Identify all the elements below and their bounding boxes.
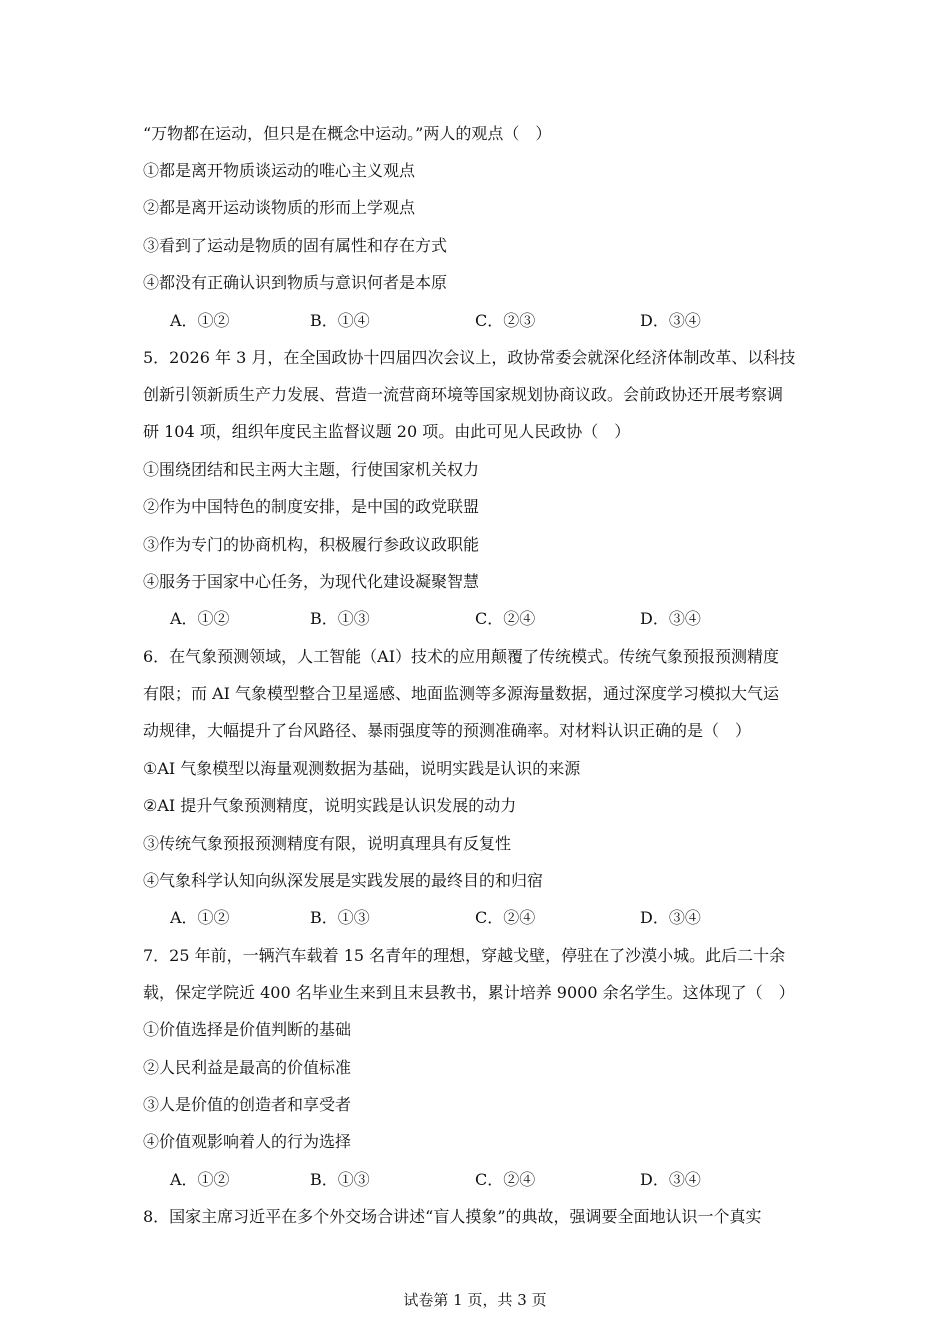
q5-stem-line-2: 创新引领新质生产力发展、营造一流营商环境等国家规划协商议政。会前政协还开展考察调 xyxy=(143,385,784,404)
q4-stem-tail: “万物都在运动，但只是在概念中运动。”两人的观点（ ） xyxy=(143,124,552,143)
q6-item-2: ②AI 提升气象预测精度，说明实践是认识发展的动力 xyxy=(143,796,517,815)
q4-item-3: ③看到了运动是物质的固有属性和存在方式 xyxy=(143,236,448,255)
q8-stem-line-1: 8．国家主席习近平在多个外交场合讲述“盲人摸象”的典故，强调要全面地认识一个真实 xyxy=(143,1207,762,1226)
q7-option-a: A．①② xyxy=(170,1170,230,1189)
q5-option-a: A．①② xyxy=(170,609,230,628)
q5-option-d: D．③④ xyxy=(640,609,701,628)
q4-option-c: C．②③ xyxy=(475,311,536,330)
q5-item-4: ④服务于国家中心任务，为现代化建设凝聚智慧 xyxy=(143,572,480,591)
q7-item-1: ①价值选择是价值判断的基础 xyxy=(143,1020,352,1039)
q6-option-a: A．①② xyxy=(170,908,230,927)
q6-item-4: ④气象科学认知向纵深发展是实践发展的最终目的和归宿 xyxy=(143,871,544,890)
q6-option-c: C．②④ xyxy=(475,908,536,927)
q5-item-1: ①围绕团结和民主两大主题，行使国家机关权力 xyxy=(143,460,480,479)
q7-item-2: ②人民利益是最高的价值标准 xyxy=(143,1058,352,1077)
q6-option-d: D．③④ xyxy=(640,908,701,927)
q5-item-3: ③作为专门的协商机构，积极履行参政议政职能 xyxy=(143,535,480,554)
q5-stem-line-3: 研 104 项，组织年度民主监督议题 20 项。由此可见人民政协（ ） xyxy=(143,422,631,441)
q7-option-d: D．③④ xyxy=(640,1170,701,1189)
page-footer: 试卷第 1 页，共 3 页 xyxy=(403,1291,547,1309)
q6-stem-line-3: 动规律，大幅提升了台风路径、暴雨强度等的预测准确率。对材料认识正确的是（ ） xyxy=(143,721,752,740)
q6-item-3: ③传统气象预报预测精度有限，说明真理具有反复性 xyxy=(143,834,512,853)
q7-item-4: ④价值观影响着人的行为选择 xyxy=(143,1132,352,1151)
q7-option-b: B．①③ xyxy=(310,1170,370,1189)
q4-option-b: B．①④ xyxy=(310,311,370,330)
q5-item-2: ②作为中国特色的制度安排，是中国的政党联盟 xyxy=(143,497,480,516)
q5-option-b: B．①③ xyxy=(310,609,370,628)
q6-stem-line-1: 6．在气象预测领域，人工智能（AI）技术的应用颠覆了传统模式。传统气象预报预测精度 xyxy=(143,647,780,666)
q7-stem-line-1: 7．25 年前，一辆汽车载着 15 名青年的理想，穿越戈壁，停驻在了沙漠小城。此后二十余 xyxy=(143,946,786,965)
q6-stem-line-2: 有限；而 AI 气象模型整合卫星遥感、地面监测等多源海量数据，通过深度学习模拟大气运 xyxy=(143,684,780,703)
q4-option-d: D．③④ xyxy=(640,311,701,330)
q5-option-c: C．②④ xyxy=(475,609,536,628)
q4-item-2: ②都是离开运动谈物质的形而上学观点 xyxy=(143,198,416,217)
q7-item-3: ③人是价值的创造者和享受者 xyxy=(143,1095,352,1114)
q6-option-b: B．①③ xyxy=(310,908,370,927)
q6-item-1: ①AI 气象模型以海量观测数据为基础，说明实践是认识的来源 xyxy=(143,759,581,778)
q4-option-a: A．①② xyxy=(170,311,230,330)
q5-stem-line-1: 5．2026 年 3 月，在全国政协十四届四次会议上，政协常委会就深化经济体制改革、以科技 xyxy=(143,348,796,367)
q7-stem-line-2: 载，保定学院近 400 名毕业生来到且末县教书，累计培养 9000 余名学生。这体现了（ ） xyxy=(143,983,795,1002)
q4-item-4: ④都没有正确认识到物质与意识何者是本原 xyxy=(143,273,448,292)
q7-option-c: C．②④ xyxy=(475,1170,536,1189)
q4-item-1: ①都是离开物质谈运动的唯心主义观点 xyxy=(143,161,416,180)
